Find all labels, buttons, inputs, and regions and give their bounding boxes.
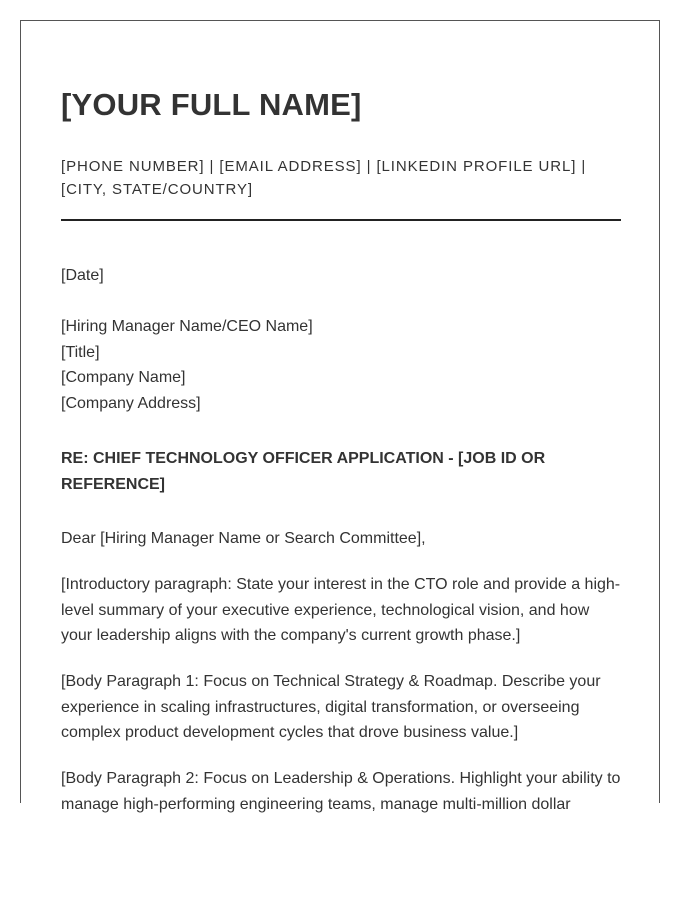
recipient-name: [Hiring Manager Name/CEO Name] bbox=[61, 318, 313, 335]
subject-line: RE: CHIEF TECHNOLOGY OFFICER APPLICATION - [JOB ID OR REFERENCE] bbox=[61, 450, 546, 493]
intro-paragraph: [Introductory paragraph: State your interest in the CTO role and provide a high-level summary of your executive experience, technological vision, and how your leadership aligns with the company's current growth phase.] bbox=[61, 576, 621, 645]
recipient-company: [Company Name] bbox=[61, 369, 186, 387]
recipient-address: [Company Address] bbox=[61, 394, 201, 412]
contact-info bbox=[61, 155, 601, 201]
contact-line-2: [CITY, STATE/COUNTRY] bbox=[61, 181, 253, 198]
letter-date: [Date] bbox=[61, 267, 104, 284]
letter-page bbox=[20, 20, 660, 813]
contact-line-1: [PHONE NUMBER] | [EMAIL ADDRESS] | [LINKEDIN PROFILE URL] | bbox=[61, 158, 587, 175]
recipient-title: [Title] bbox=[61, 343, 100, 361]
recipient-block bbox=[61, 314, 623, 416]
applicant-name: [YOUR FULL NAME] bbox=[61, 87, 362, 122]
salutation: Dear [Hiring Manager Name or Search Committee], bbox=[61, 530, 426, 547]
body-paragraph-2: [Body Paragraph 2: Focus on Leadership & Operations. Highlight your ability to manage high-performing engineering teams, manage multi-million dollar bbox=[61, 770, 621, 813]
header-divider bbox=[61, 219, 621, 221]
body-paragraph-1: [Body Paragraph 1: Focus on Technical Strategy & Roadmap. Describe your experience in scaling infrastructures, digital transformation, or overseeing complex product development cycles that drove business value.] bbox=[61, 673, 601, 742]
